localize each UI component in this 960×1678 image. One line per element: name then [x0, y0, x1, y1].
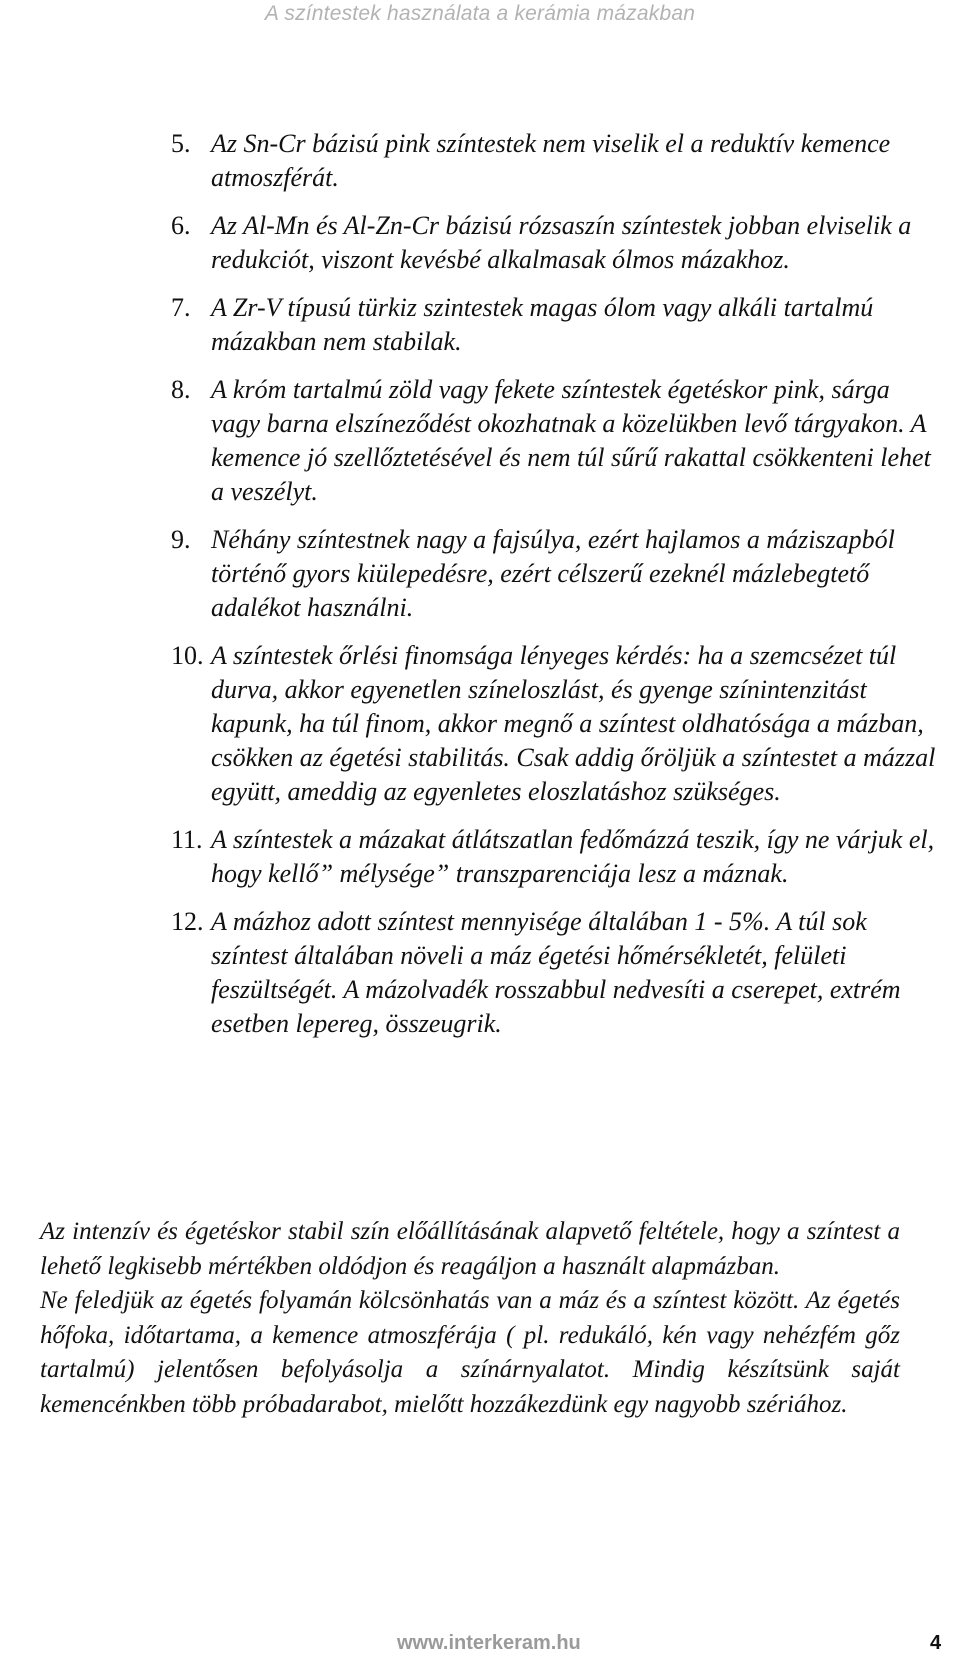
list-item-text: A króm tartalmú zöld vagy fekete színtestek égetéskor pink, sárga vagy barna elszíneződést okozhatnak a közelükben levő tárgyakon. A kemence jó szellőztetésével és nem túl sűrű rakattal csökkenteni lehet a veszélyt.	[211, 375, 931, 506]
list-item	[171, 209, 941, 277]
page-footer	[0, 1632, 960, 1662]
list-item	[171, 291, 941, 359]
list-item-text: Néhány színtestnek nagy a fajsúlya, ezért hajlamos a máziszapból történő gyors kiülepedésre, ezért célszerű ezeknél mázlebegtető adalékot használni.	[211, 525, 895, 622]
list-item	[171, 523, 941, 625]
list-item	[171, 373, 941, 509]
summary-paragraph: Ne feledjük az égetés folyamán kölcsönhatás van a máz és a színtest között. Az égetés hőfoka, időtartama, a kemence atmoszférája ( pl. redukáló, kén vagy nehézfém gőz tartalmú) jelentősen befolyásolja a színárnyalatot. Mindig készítsünk saját kemencénkben több próbadarabot, mielőtt hozzákezdünk egy nagyobb szériához.	[40, 1287, 900, 1418]
list-item-number: 7.	[171, 293, 191, 322]
list-item-number: 6.	[171, 211, 191, 240]
page-number: 4	[930, 1632, 942, 1654]
list-item-text: Az Sn-Cr bázisú pink színtestek nem viselik el a reduktív kemence atmoszférát.	[211, 129, 891, 192]
list-item-number: 5.	[171, 129, 191, 158]
list-item	[171, 823, 941, 891]
numbered-list	[171, 127, 941, 1055]
list-item-number: 8.	[171, 375, 191, 404]
list-item	[171, 639, 941, 809]
list-item-text: A színtestek a mázakat átlátszatlan fedőmázzá teszik, így ne várjuk el, hogy kellő” mélysége” transzparenciája lesz a máznak.	[211, 825, 935, 888]
summary-section	[40, 1215, 900, 1422]
list-item-number: 9.	[171, 525, 191, 554]
list-item	[171, 905, 941, 1041]
list-item-text: A színtestek őrlési finomsága lényeges kérdés: ha a szemcsézet túl durva, akkor egyenetlen színeloszlást, és gyenge színintenzitást kapunk, ha túl finom, akkor megnő a színtest oldhatósága a mázban, csökken az égetési stabilitás. Csak addig őröljük a színtestet a mázzal együtt, ameddig az egyenletes eloszlatáshoz szükséges.	[211, 641, 936, 806]
list-item-number: 12.	[171, 907, 204, 936]
page-header: A színtestek használata a kerámia mázakban	[264, 2, 696, 25]
list-item	[171, 127, 941, 195]
summary-paragraph: Az intenzív és égetéskor stabil szín előállításának alapvető feltétele, hogy a színtest a lehető legkisebb mértékben oldódjon és reagáljon a használt alapmázban.	[40, 1218, 900, 1280]
footer-website-link[interactable]: www.interkeram.hu	[397, 1632, 581, 1654]
list-item-number: 11.	[171, 825, 203, 854]
list-item-number: 10.	[171, 641, 204, 670]
list-item-text: Az Al-Mn és Al-Zn-Cr bázisú rózsaszín színtestek jobban elviselik a redukciót, viszont kevésbé alkalmasak ólmos mázakhoz.	[211, 211, 912, 274]
list-item-text: A mázhoz adott színtest mennyisége általában 1 - 5%. A túl sok színtest általában növeli a máz égetési hőmérsékletét, felületi feszültségét. A mázolvadék rosszabbul nedvesíti a cserepet, extrém esetben lepereg, összeugrik.	[211, 907, 901, 1038]
list-item-text: A Zr-V típusú türkiz szintestek magas ólom vagy alkáli tartalmú mázakban nem stabilak.	[211, 293, 874, 356]
